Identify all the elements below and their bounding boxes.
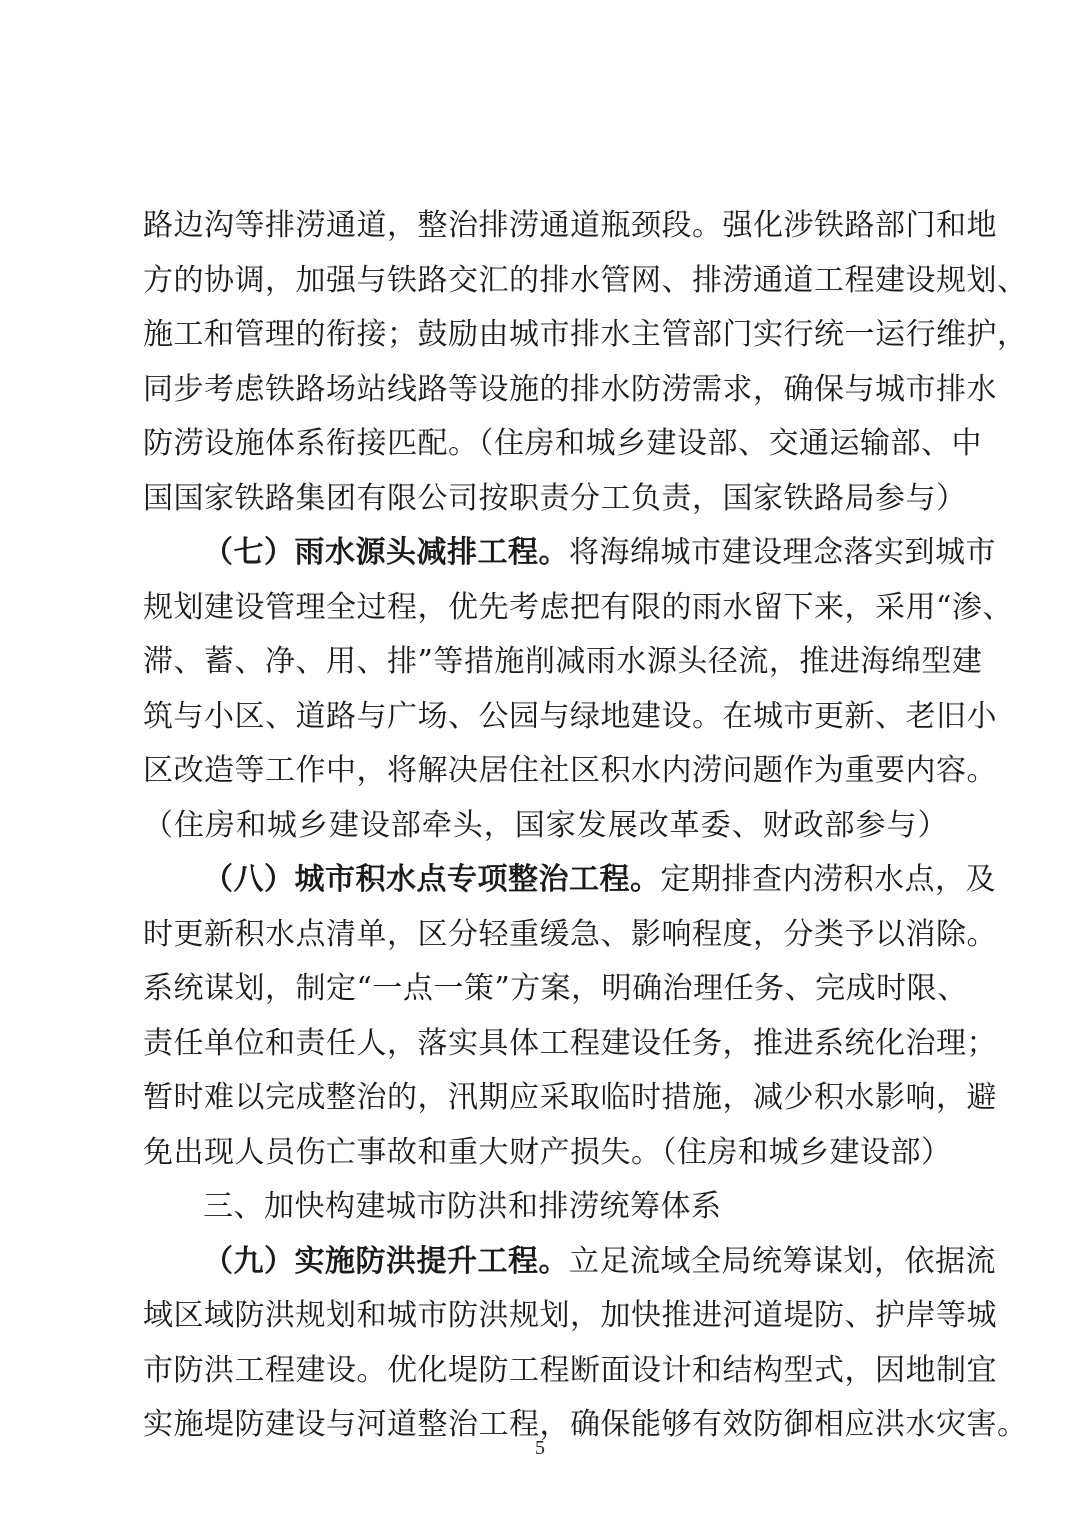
item-title: （七）雨水源头减排工程。 bbox=[203, 535, 569, 570]
text-line: 责任单位和责任人，落实具体工程建设任务，推进系统化治理； bbox=[143, 1025, 997, 1061]
text-line: 区改造等工作中，将解决居住社区积水内涝问题作为重要内容。 bbox=[143, 753, 997, 788]
paragraph-first-line bbox=[143, 1242, 996, 1297]
text-line: （住房和城乡建设部牵头，国家发展改革委、财政部参与） bbox=[143, 807, 948, 843]
text-line: 防涝设施体系衔接匹配。（住房和城乡建设部、交通运输部、中 bbox=[143, 426, 982, 461]
text-line: 免出现人员伤亡事故和重大财产损失。（住房和城乡建设部） bbox=[143, 1134, 952, 1170]
text-line: 施工和管理的衔接；鼓励由城市排水主管部门实行统一运行维护， bbox=[143, 317, 1028, 352]
text-line: 规划建设管理全过程，优先考虑把有限的雨水留下来，采用“渗、 bbox=[143, 589, 1013, 625]
text-line: 系统谋划，制定“一点一策”方案，明确治理任务、完成时限、 bbox=[143, 971, 968, 1006]
document-page bbox=[143, 206, 1028, 1460]
text-line: 方的协调，加强与铁路交汇的排水管网、排涝通道工程建设规划、 bbox=[143, 262, 1028, 298]
paragraph-first-line bbox=[143, 860, 996, 915]
paragraph-first-line bbox=[143, 533, 996, 588]
section-heading: 三、加快构建城市防洪和排涝统筹体系 bbox=[203, 1189, 722, 1224]
text-segment: 将海绵城市建设理念落实到城市 bbox=[569, 535, 996, 570]
text-line: 筑与小区、道路与广场、公园与绿地建设。在城市更新、老旧小 bbox=[143, 698, 997, 734]
page-number: 5 bbox=[535, 1437, 545, 1459]
text-segment: 定期排查内涝积水点，及 bbox=[660, 862, 996, 897]
text-line: 时更新积水点清单，区分轻重缓急、影响程度，分类予以消除。 bbox=[143, 916, 997, 952]
text-line: 实施堤防建设与河道整治工程，确保能够有效防御相应洪水灾害。 bbox=[143, 1407, 1028, 1442]
text-line: 路边沟等排涝通道，整治排涝通道瓶颈段。强化涉铁路部门和地 bbox=[143, 208, 997, 243]
text-segment: 立足流域全局统筹谋划，依据流 bbox=[569, 1243, 996, 1279]
text-line: 国国家铁路集团有限公司按职责分工负责，国家铁路局参与） bbox=[143, 480, 967, 516]
text-line: 市防洪工程建设。优化堤防工程断面设计和结构型式，因地制宜 bbox=[143, 1352, 997, 1388]
item-title: （九）实施防洪提升工程。 bbox=[203, 1243, 569, 1279]
text-line: 同步考虑铁路场站线路等设施的排水防涝需求，确保与城市排水 bbox=[143, 371, 997, 407]
text-line: 滞、蓄、净、用、排”等措施削减雨水源头径流，推进海绵型建 bbox=[143, 644, 983, 679]
text-line: 暂时难以完成整治的，汛期应采取临时措施，减少积水影响，避 bbox=[143, 1080, 997, 1115]
text-line: 域区域防洪规划和城市防洪规划，加快推进河道堤防、护岸等城 bbox=[143, 1298, 997, 1333]
item-title: （八）城市积水点专项整治工程。 bbox=[203, 862, 661, 897]
